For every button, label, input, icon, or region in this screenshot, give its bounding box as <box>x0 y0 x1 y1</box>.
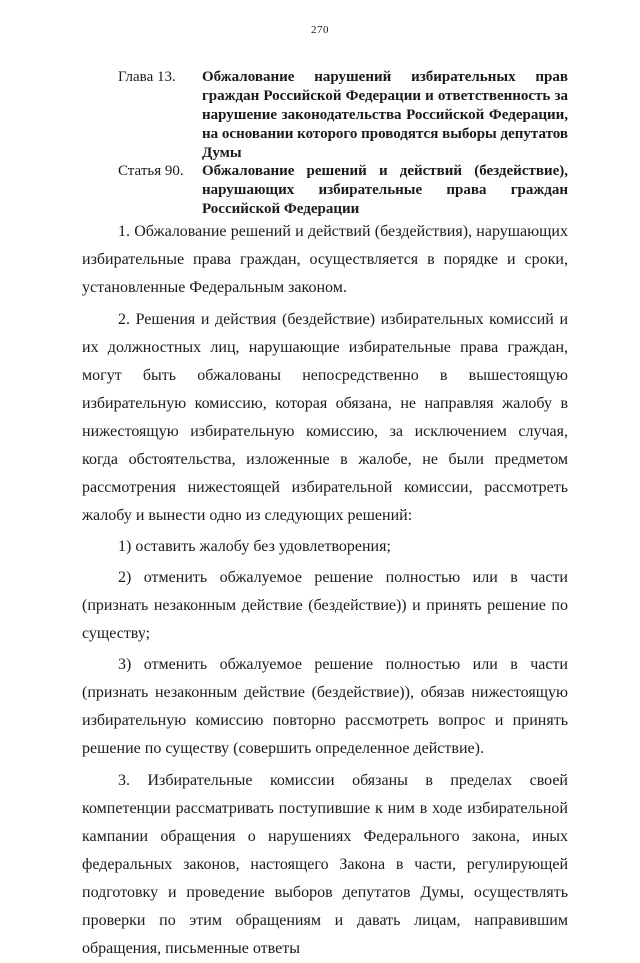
chapter-heading <box>118 68 568 163</box>
paragraph-1: 1. Обжалование решений и действий (бездействия), нарушающих избирательные права граждан, осуществляется в порядке и сроки, установленные Федеральным законом. <box>82 223 568 296</box>
paragraph-2: 2. Решения и действия (бездействие) избирательных комиссий и их должностных лиц, нарушающие избирательные права граждан, могут быть обжалованы непосредственно в вышестоящую избирательную комиссию, которая обязана, не направляя жалобу в нижестоящую избирательную комиссию, за исключением случая, когда обстоятельства, изложенные в жалобе, не были предметом рассмотрения нижестоящей избирательной комиссии, рассмотреть жалобу и вынести одно из следующих решений: <box>82 311 568 524</box>
article-title: Обжалование решений и действий (бездействие), нарушающих избирательные права граждан Российской Федерации <box>202 163 568 217</box>
article-heading <box>118 162 568 219</box>
article-body <box>82 218 568 963</box>
page-number: 270 <box>311 24 329 36</box>
chapter-title: Обжалование нарушений избирательных прав граждан Российской Федерации и ответственность за нарушение законодательства Российской Федерации, на основании которого проводятся выборы депутатов Думы <box>202 69 568 161</box>
paragraph-3: 3. Избирательные комиссии обязаны в пределах своей компетенции рассматривать поступившие к ним в ходе избирательной кампании обращения о нарушениях Федерального закона, иных федеральных законов, настоящего Закона в части, регулирующей подготовку и проведение выборов депутатов Думы, осуществлять проверки по этим обращениям и давать лицам, направившим обращения, письменные ответы <box>82 772 568 957</box>
list-item-3: 3) отменить обжалуемое решение полностью или в части (признать незаконным действие (бездействие)), обязав нижестоящую избирательную комиссию повторно рассмотреть вопрос и принять решение по существу (совершить определенное действие). <box>82 656 568 757</box>
list-item-1: 1) оставить жалобу без удовлетворения; <box>118 538 391 555</box>
chapter-label: Глава 13. <box>118 69 176 85</box>
list-item-2: 2) отменить обжалуемое решение полностью или в части (признать незаконным действие (бездействие)) и принять решение по существу; <box>82 569 568 642</box>
article-label: Статья 90. <box>118 163 184 179</box>
